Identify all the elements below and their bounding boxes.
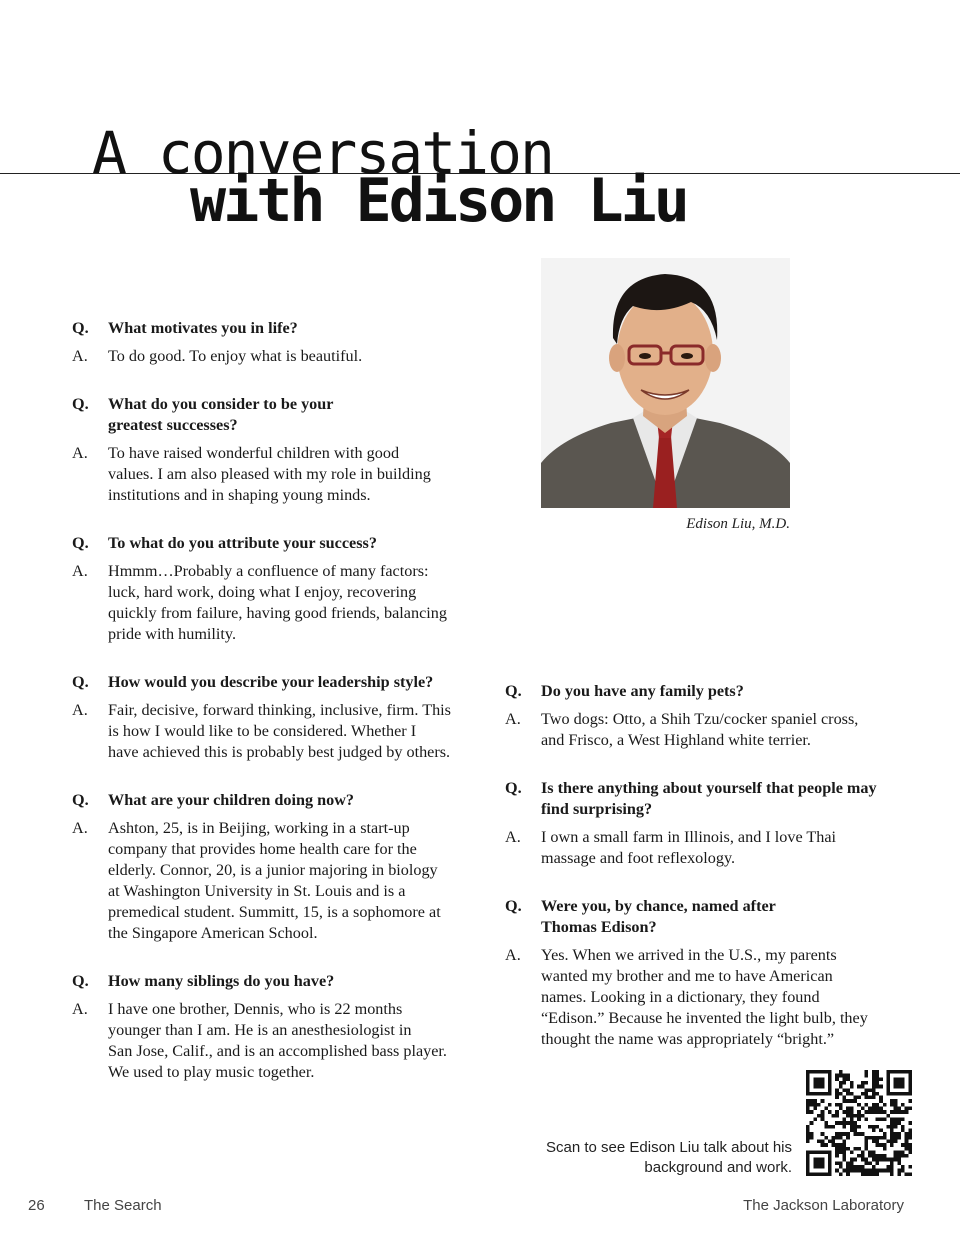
- question-text: What motivates you in life?: [108, 319, 298, 337]
- title-line-2: with Edison Liu: [190, 166, 687, 236]
- question-label: Q.: [72, 791, 89, 809]
- question-label: Q.: [72, 972, 89, 990]
- qa-item: [72, 318, 482, 367]
- qa-item: [72, 971, 482, 1083]
- qa-column-right: [505, 681, 905, 1077]
- question-text: What do you consider to be your greatest successes?: [108, 395, 334, 434]
- answer-text: Yes. When we arrived in the U.S., my parents wanted my brother and me to have American names. Looking in a dictionary, they found “Edison.” Because he invented the light bulb, they thought the name was appropriately “bright.”: [541, 946, 868, 1048]
- answer-text: Two dogs: Otto, a Shih Tzu/cocker spaniel cross, and Frisco, a West Highland white terrier.: [541, 710, 859, 749]
- qa-item: [72, 394, 482, 506]
- qa-item: [72, 533, 482, 645]
- answer-text: I have one brother, Dennis, who is 22 months younger than I am. He is an anesthesiologist in San Jose, Calif., and is an accomplished bass player. We used to play music together.: [108, 1000, 447, 1081]
- organization-name: The Jackson Laboratory: [743, 1197, 904, 1214]
- question-label: Q.: [72, 673, 89, 691]
- title-line-1: A conversation: [92, 119, 553, 187]
- qa-item: [72, 790, 482, 944]
- answer-label: A.: [72, 701, 88, 719]
- question-text: What are your children doing now?: [108, 791, 354, 809]
- qa-item: [72, 672, 482, 763]
- answer-label: A.: [72, 347, 88, 365]
- question-text: Were you, by chance, named after Thomas Edison?: [541, 897, 776, 936]
- qa-item: [505, 681, 905, 751]
- answer-label: A.: [72, 562, 88, 580]
- answer-text: Ashton, 25, is in Beijing, working in a start-up company that provides home health care for the elderly. Connor, 20, is a junior majoring in biology at Washington University in St. Louis and is a premedical student. Summitt, 15, is a sophomore at the Singapore American School.: [108, 819, 441, 942]
- question-text: How would you describe your leadership style?: [108, 673, 434, 691]
- question-text: To what do you attribute your success?: [108, 534, 377, 552]
- qa-item: [505, 778, 905, 869]
- question-label: Q.: [505, 897, 522, 915]
- question-text: How many siblings do you have?: [108, 972, 335, 990]
- question-label: Q.: [505, 779, 522, 797]
- question-text: Is there anything about yourself that people may find surprising?: [541, 779, 877, 818]
- answer-text: To do good. To enjoy what is beautiful.: [108, 347, 363, 365]
- question-label: Q.: [72, 395, 89, 413]
- qr-instructions-line-1: Scan to see Edison Liu talk about his: [546, 1139, 792, 1156]
- photo-caption: Edison Liu, M.D.: [686, 516, 790, 532]
- qr-instructions-line-2: background and work.: [644, 1159, 792, 1176]
- answer-label: A.: [505, 710, 521, 728]
- qa-item: [505, 896, 905, 1050]
- question-label: Q.: [72, 319, 89, 337]
- question-text: Do you have any family pets?: [541, 682, 744, 700]
- answer-label: A.: [505, 828, 521, 846]
- page-number: 26: [28, 1197, 45, 1214]
- question-label: Q.: [505, 682, 522, 700]
- answer-label: A.: [72, 444, 88, 462]
- answer-text: Fair, decisive, forward thinking, inclusive, firm. This is how I would like to be considered. Whether I have achieved this is probably best judged by others.: [108, 701, 451, 761]
- answer-label: A.: [505, 946, 521, 964]
- qa-column-left: [72, 318, 482, 1110]
- answer-text: To have raised wonderful children with good values. I am also pleased with my role in building institutions and in shaping young minds.: [108, 444, 431, 504]
- publication-name: The Search: [84, 1197, 162, 1214]
- question-label: Q.: [72, 534, 89, 552]
- qr-instructions: [546, 1138, 792, 1178]
- answer-label: A.: [72, 819, 88, 837]
- answer-text: I own a small farm in Illinois, and I love Thai massage and foot reflexology.: [541, 828, 837, 867]
- qr-code[interactable]: [806, 1070, 912, 1176]
- portrait-photo: [541, 258, 790, 508]
- answer-text: Hmmm…Probably a confluence of many factors: luck, hard work, doing what I enjoy, recovering quickly from failure, having good friends, balancing pride with humility.: [108, 562, 447, 643]
- answer-label: A.: [72, 1000, 88, 1018]
